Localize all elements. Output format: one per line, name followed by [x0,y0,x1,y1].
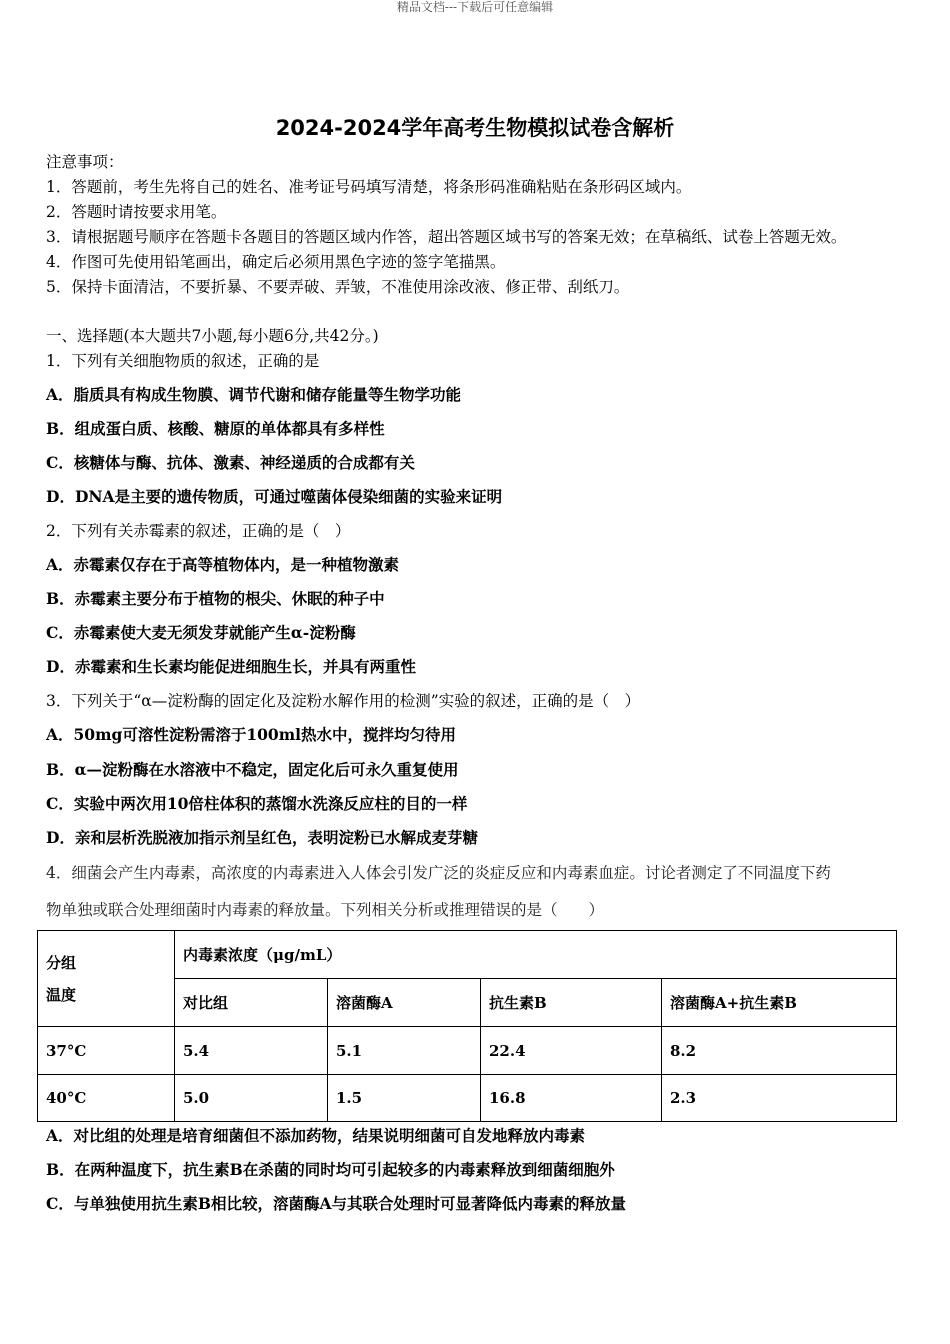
section-heading: 一、选择题(本大题共7小题,每小题6分,共42分。) [46,327,379,345]
question-3-stem: 3．下列关于“α—淀粉酶的固定化及淀粉水解作用的检测”实验的叙述，正确的是（ ） [46,692,641,710]
question-3-option-d: D．亲和层析洗脱液加指示剂呈红色，表明淀粉已水解成麦芽糖 [46,828,478,847]
column-header: 溶菌酶A+抗生素B [662,979,897,1027]
table-cell: 2.3 [662,1075,897,1122]
question-1-option-b: B．组成蛋白质、核酸、糖原的单体都具有多样性 [46,419,385,438]
table-cell: 5.1 [328,1027,481,1075]
question-1-option-c: C．核糖体与酶、抗体、激素、神经递质的合成都有关 [46,453,415,472]
question-4-option-a: A．对比组的处理是培育细菌但不添加药物，结果说明细菌可自发地释放内毒素 [46,1126,586,1145]
question-2-option-c: C．赤霉素使大麦无须发芽就能产生α-淀粉酶 [46,623,356,642]
question-2-option-a: A．赤霉素仅存在于高等植物体内，是一种植物激素 [46,555,400,574]
question-1-stem: 1．下列有关细胞物质的叙述，正确的是 [46,352,320,370]
notice-heading: 注意事项： [46,153,124,171]
question-3-option-c: C．实验中两次用10倍柱体积的蒸馏水洗涤反应柱的目的一样 [46,794,468,813]
table-row [38,1075,897,1122]
question-1-option-d: D．DNA是主要的遗传物质，可通过噬菌体侵染细菌的实验来证明 [46,487,503,506]
question-3-option-a: A．50mg可溶性淀粉需溶于100ml热水中，搅拌均匀待用 [46,725,456,744]
question-4-option-b: B．在两种温度下，抗生素B在杀菌的同时均可引起较多的内毒素释放到细菌细胞外 [46,1160,615,1179]
question-1-option-a: A．脂质具有构成生物膜、调节代谢和储存能量等生物学功能 [46,385,462,404]
page-title: 2024-2024学年高考生物模拟试卷含解析 [275,116,675,140]
notice-item: 1．答题前，考生先将自己的姓名、准考证号码填写清楚，将条形码准确粘贴在条形码区域内。 [46,178,692,196]
notice-item: 2．答题时请按要求用笔。 [46,203,227,221]
notice-item: 4．作图可先使用铅笔画出，确定后必须用黑色字迹的签字笔描黑。 [46,253,506,271]
question-2-stem: 2．下列有关赤霉素的叙述，正确的是（ ） [46,522,351,540]
table-cell: 5.4 [175,1027,328,1075]
question-2-option-b: B．赤霉素主要分布于植物的根尖、休眠的种子中 [46,589,385,608]
column-header: 抗生素B [481,979,662,1027]
table-corner-cell [38,931,175,1027]
endotoxin-table [37,930,897,1122]
table-cell: 8.2 [662,1027,897,1075]
notice-item: 5．保持卡面清洁，不要折暴、不要弄破、弄皱，不准使用涂改液、修正带、刮纸刀。 [46,278,630,296]
column-header: 溶菌酶A [328,979,481,1027]
table-row [38,1027,897,1075]
row-temp: 37°C [38,1027,175,1075]
table-cell: 5.0 [175,1075,328,1122]
question-2-option-d: D．赤霉素和生长素均能促进细胞生长，并具有两重性 [46,657,416,676]
question-4-stem-line1: 4．细菌会产生内毒素，高浓度的内毒素进入人体会引发广泛的炎症反应和内毒素血症。讨论者测定了不同温度下药 [46,864,831,882]
column-header: 对比组 [175,979,328,1027]
question-4-option-c: C．与单独使用抗生素B相比较，溶菌酶A与其联合处理时可显著降低内毒素的释放量 [46,1194,626,1213]
notice-item: 3．请根据题号顺序在答题卡各题目的答题区域内作答，超出答题区域书写的答案无效；在草稿纸、试卷上答题无效。 [46,228,847,246]
table-cell: 22.4 [481,1027,662,1075]
question-4-stem-line2: 物单独或联合处理细菌时内毒素的释放量。下列相关分析或推理错误的是（ ） [46,901,605,919]
corner-bottom-label: 温度 [46,985,77,1004]
table-cell: 16.8 [481,1075,662,1122]
question-3-option-b: B．α—淀粉酶在水溶液中不稳定，固定化后可永久重复使用 [46,760,459,779]
table-cell: 1.5 [328,1075,481,1122]
header-note: 精品文档---下载后可任意编辑 [396,0,554,14]
corner-top-label: 分组 [46,953,77,972]
group-header: 内毒素浓度（μg/mL） [175,931,897,979]
row-temp: 40°C [38,1075,175,1122]
